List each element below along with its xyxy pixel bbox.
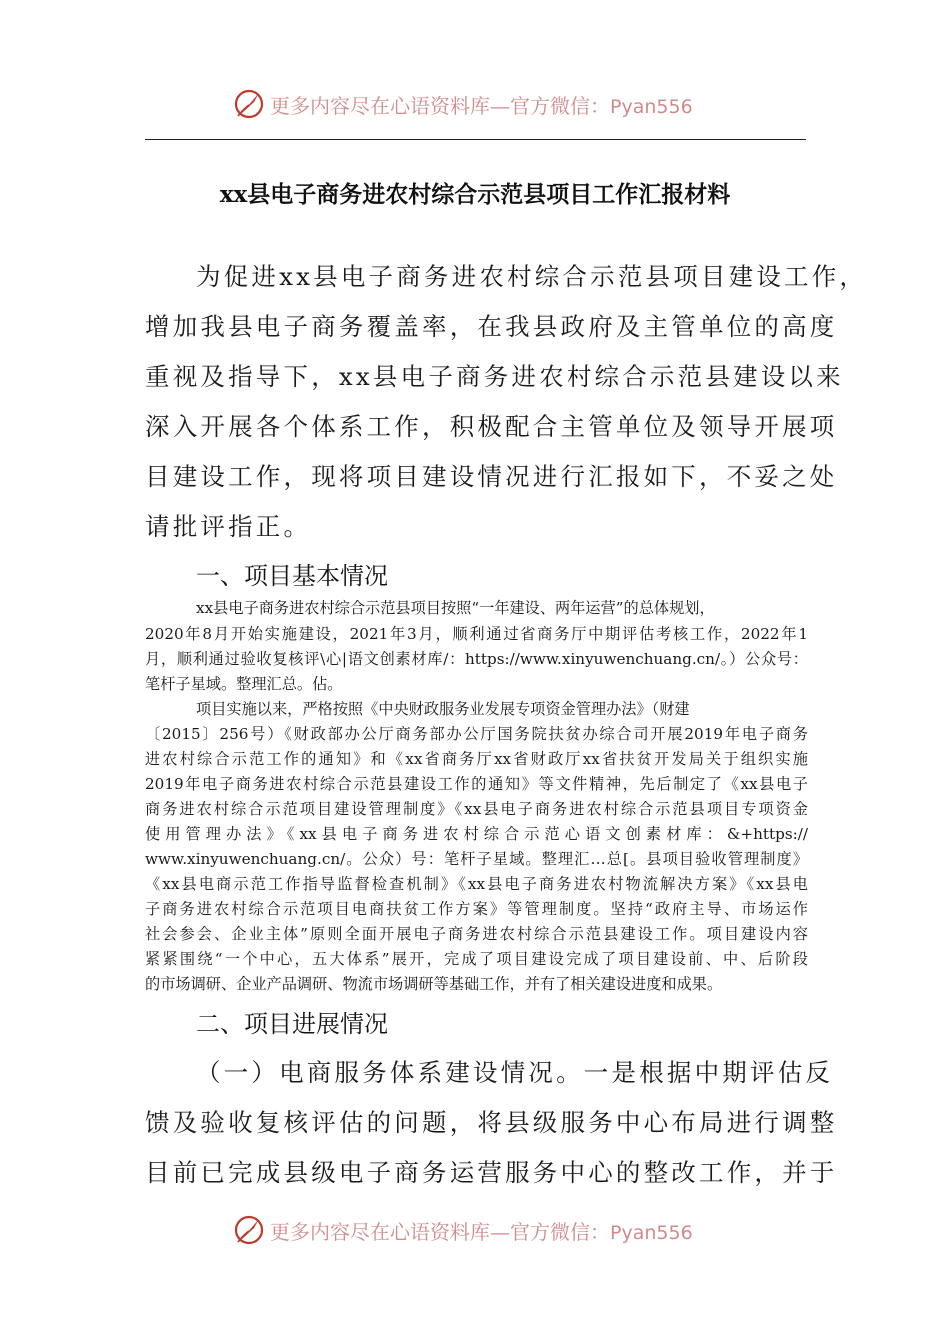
quill-logo-icon [232,1213,266,1247]
footer-banner [0,1210,950,1250]
intro-line: 深入开展各个体系工作，积极配合主管单位及领导开展项 [145,412,838,441]
paragraph-line: 月，顺利通过验收复核评\心|语文创素材库/：https://www.xinyuwenchuang.cn/。）公众号： [145,650,808,668]
paragraph-line: 商务进农村综合示范项目建设管理制度》《xx县电子商务进农村综合示范县项目专项资金 [145,800,808,818]
header-divider [145,139,806,140]
intro-line: 为促进xx县电子商务进农村综合示范县项目建设工作， [196,262,868,291]
paragraph-line: 社会参会、企业主体”原则全面开展电子商务进农村综合示范县建设工作。项目建设内容 [145,925,808,943]
document-title: xx县电子商务进农村综合示范县项目工作汇报材料 [219,181,731,208]
banner-text: 更多内容尽在心语资料库—官方微信：Pyan556 [270,93,693,118]
paragraph-line: 〔2015〕256号）《财政部办公厅商务部办公厅国务院扶贫办综合司开展2019年电子商务 [145,725,808,743]
paragraph-line: 子商务进农村综合示范项目电商扶贫工作方案》等管理制度。坚持“政府主导、市场运作 [145,900,808,918]
paragraph-line: 《xx县电商示范工作指导监督检查机制》《xx县电子商务进农村物流解决方案》《xx县电 [145,875,808,893]
quill-logo-icon [232,87,266,121]
header-banner [0,84,950,124]
paragraph-line: 2019年电子商务进农村综合示范县建设工作的通知》等文件精神，先后制定了《xx县电子 [145,775,808,793]
paragraph-line: xx县电子商务进农村综合示范县项目按照“一年建设、两年运营”的总体规划， [196,599,715,617]
section-heading: 一、项目基本情况 [196,562,388,590]
section-heading: 二、项目进展情况 [196,1010,388,1038]
paragraph-line: 笔杆子星域。整理汇总。佔。 [145,675,343,693]
intro-line: 重视及指导下，xx县电子商务进农村综合示范县建设以来 [145,362,844,391]
paragraph-line: 2020年8月开始实施建设，2021年3月，顺利通过省商务厅中期评估考核工作，2022年1 [145,625,808,643]
intro-line: 请批评指正。 [145,512,312,541]
paragraph-line: www.xinyuwenchuang.cn/。公众）号：笔杆子星域。整理汇…总[。县项目验收管理制度》 [145,850,808,868]
banner-text: 更多内容尽在心语资料库—官方微信：Pyan556 [270,1219,693,1244]
paragraph-line: 紧紧围绕“一个中心，五大体系”展开，完成了项目建设完成了项目建设前、中、后阶段 [145,950,808,968]
intro-line: 增加我县电子商务覆盖率，在我县政府及主管单位的高度 [145,312,838,341]
paragraph-line: 项目实施以来，严格按照《中央财政服务业发展专项资金管理办法》（财建 [196,700,690,718]
body-line: （一）电商服务体系建设情况。一是根据中期评估反 [196,1058,834,1087]
intro-line: 目建设工作，现将项目建设情况进行汇报如下，不妥之处 [145,462,838,491]
body-line: 馈及验收复核评估的问题，将县级服务中心布局进行调整 [145,1108,838,1137]
paragraph-line: 进农村综合示范工作的通知》和《xx省商务厅xx省财政厅xx省扶贫开发局关于组织实施 [145,750,808,768]
body-line: 目前已完成县级电子商务运营服务中心的整改工作，并于 [145,1158,838,1187]
paragraph-line: 使用管理办法》《xx县电子商务进农村综合示范心语文创素材库：&+https:// [145,825,808,843]
paragraph-line: 的市场调研、企业产品调研、物流市场调研等基础工作，并有了相关建设进度和成果。 [145,975,723,993]
